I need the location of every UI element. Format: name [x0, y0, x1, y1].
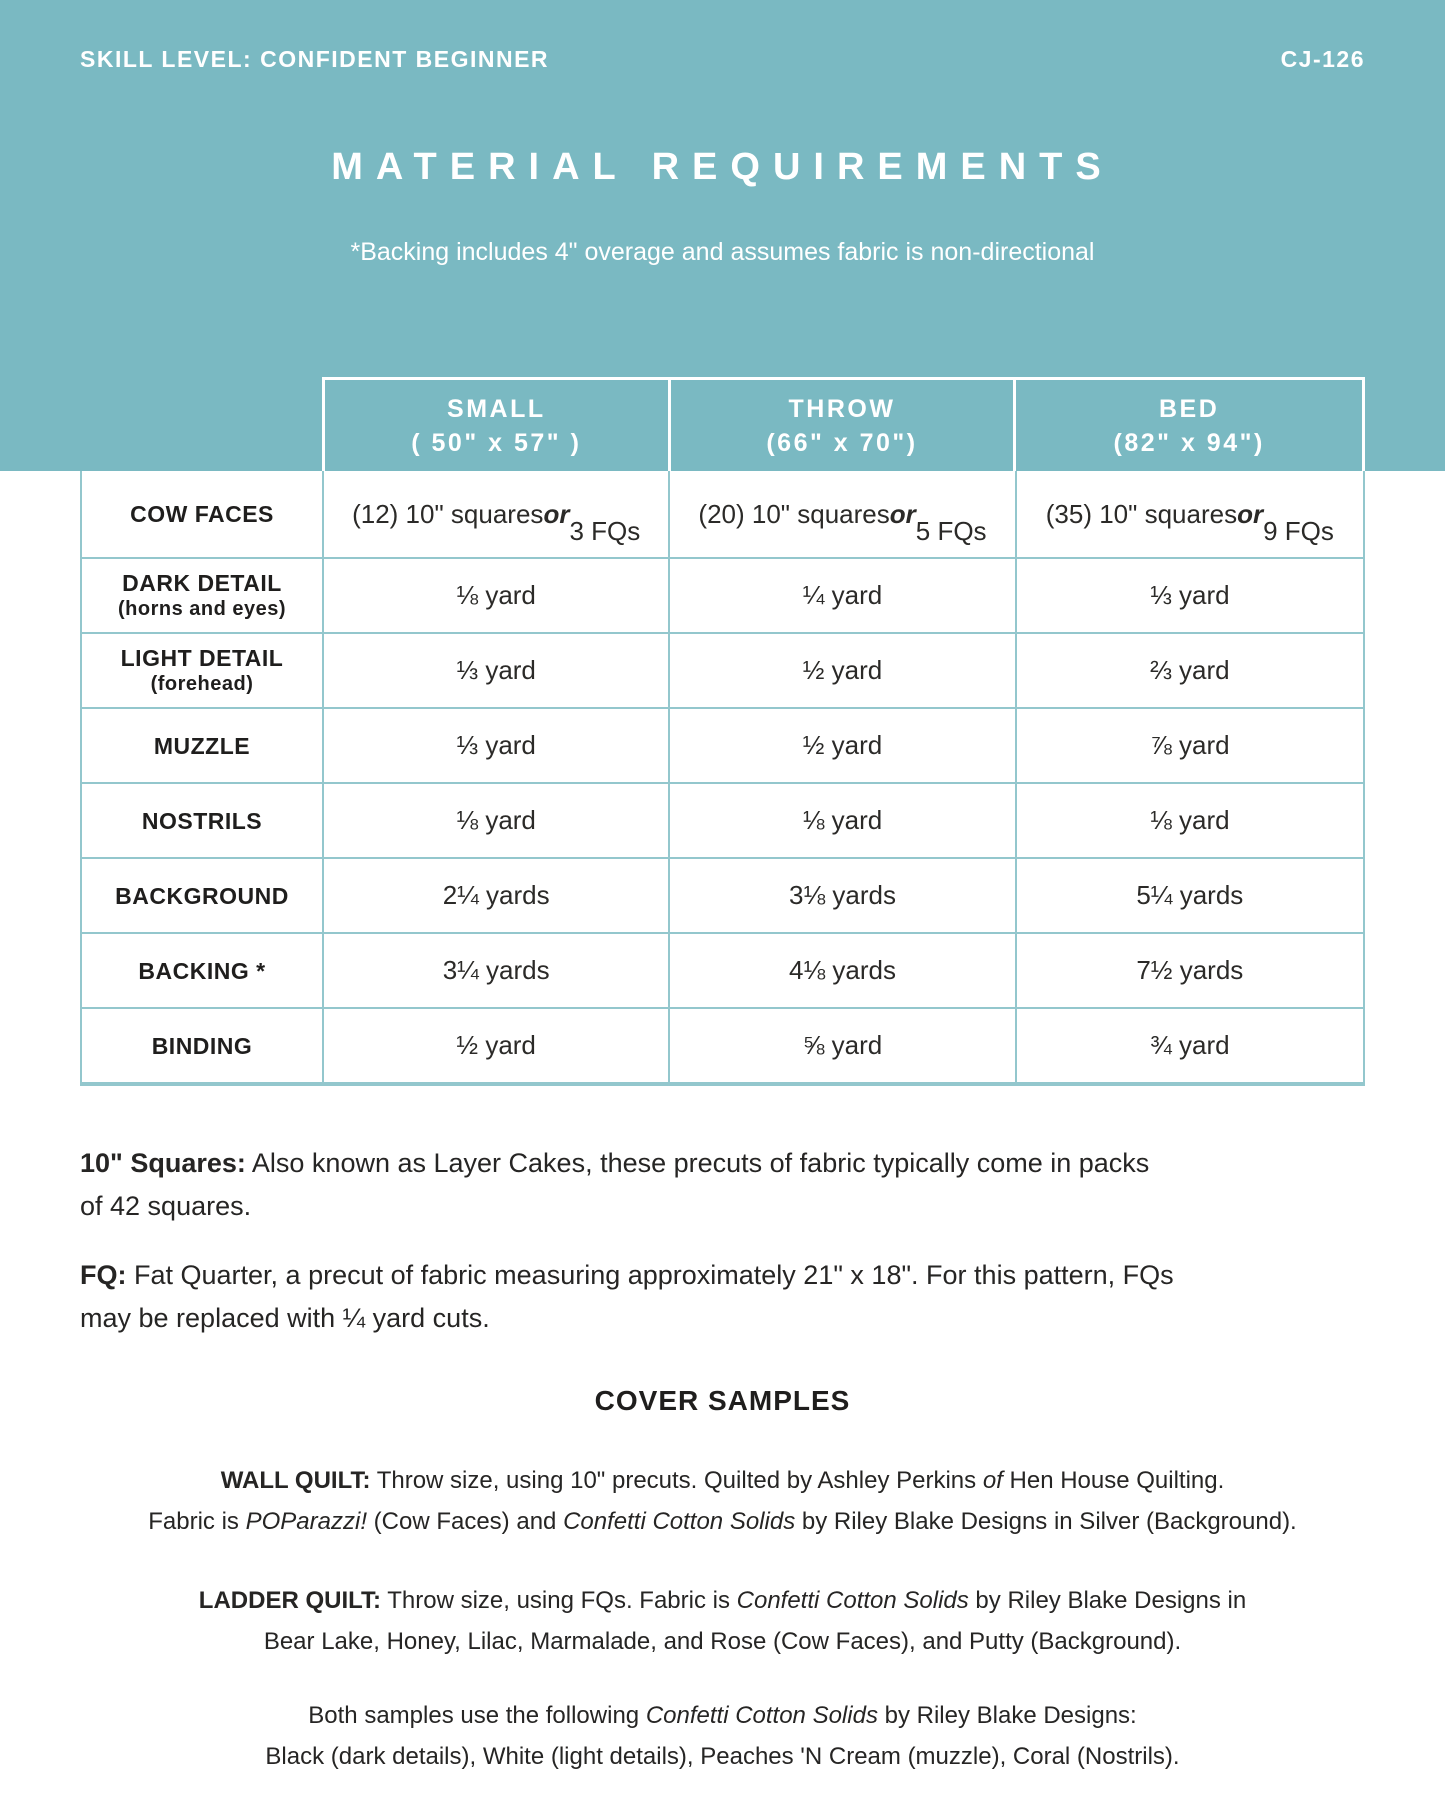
cell-bed: ⅔ yard — [1150, 655, 1230, 685]
row-label — [82, 934, 324, 1007]
notes-section — [80, 1097, 1365, 1340]
cell-bed: (35) 10" squares or 9 FQs — [1045, 498, 1334, 546]
backing-note: *Backing includes 4" overage and assumes fabric is non-directional — [350, 238, 1095, 266]
cell-bed: ⅞ yard — [1150, 730, 1230, 760]
cell-bed: ⅓ yard — [1150, 580, 1230, 610]
cell-throw: (20) 10" squares or 5 FQs — [670, 471, 1016, 557]
cell-small: (12) 10" squares or 3 FQs — [324, 471, 670, 557]
table-row-backing — [82, 934, 1363, 1009]
pattern-code: CJ-126 — [1280, 46, 1365, 72]
row-sublabel: (horns and eyes) — [117, 598, 287, 620]
row-label-text: DARK DETAIL — [122, 570, 282, 596]
row-label-text: COW FACES — [130, 501, 274, 527]
cell-small: ½ yard — [324, 1009, 670, 1082]
both-samples-note: Both samples use the following Confetti Cotton Solids by Riley Blake Designs: Black (dark details), White (light details), Peaches 'N Cream (muzzle), Coral (Nostrils). — [265, 1702, 1180, 1770]
cell-small: ⅛ yard — [324, 559, 670, 632]
size-header-row — [322, 377, 1365, 471]
row-label — [82, 1009, 324, 1082]
note-ten-inch-squares: 10" Squares: Also known as Layer Cakes, these precuts of fabric typically come in packs of 42 squares. — [80, 1148, 1150, 1221]
header-cell-throw — [671, 380, 1017, 471]
row-label — [82, 859, 324, 932]
cell-throw: ¼ yard — [670, 559, 1016, 632]
skill-level-label: SKILL LEVEL: CONFIDENT BEGINNER — [80, 46, 550, 72]
row-label-text: NOSTRILS — [141, 807, 263, 834]
cell-small: ⅓ yard — [324, 709, 670, 782]
row-label — [82, 634, 324, 707]
table-row-nostrils — [82, 784, 1363, 859]
cell-small: 3¼ yards — [324, 934, 670, 1007]
ladder-quilt-note: LADDER QUILT: Throw size, using FQs. Fabric is Confetti Cotton Solids by Riley Blake Designs in Bear Lake, Honey, Lilac, Marmalade, and Rose (Cow Faces), and Putty (Background). — [198, 1587, 1247, 1655]
size-dimensions: (82" x 94") — [1113, 428, 1265, 457]
cell-small: ⅓ yard — [324, 634, 670, 707]
page-title: MATERIAL REQUIREMENTS — [331, 146, 1114, 188]
size-name: THROW — [788, 394, 896, 423]
hero-banner — [0, 0, 1445, 471]
materials-table — [80, 471, 1365, 1086]
table-row-dark-detail — [82, 559, 1363, 634]
table-row-cow-faces — [82, 471, 1363, 559]
row-label-text: LIGHT DETAIL — [120, 645, 284, 671]
row-label-text: BACKING * — [138, 957, 266, 984]
row-sublabel: (forehead) — [150, 673, 254, 695]
cell-throw: ½ yard — [670, 709, 1016, 782]
header-cell-small — [325, 380, 671, 471]
cell-throw: 4⅛ yards — [670, 934, 1016, 1007]
row-label-text: BINDING — [151, 1032, 253, 1059]
row-label — [82, 471, 324, 557]
cell-throw: ⅛ yard — [670, 784, 1016, 857]
table-row-binding — [82, 1009, 1363, 1082]
size-dimensions: (66" x 70") — [766, 428, 918, 457]
cover-samples-heading: COVER SAMPLES — [594, 1385, 851, 1416]
size-name: BED — [1159, 394, 1220, 423]
table-row-muzzle — [82, 709, 1363, 784]
cell-bed: ¾ yard — [1150, 1030, 1230, 1060]
cell-bed: ⅛ yard — [1150, 805, 1230, 835]
note-fat-quarter: FQ: Fat Quarter, a precut of fabric measuring approximately 21" x 18". For this pattern, FQs may be replaced with ¼ yard cuts. — [80, 1260, 1174, 1333]
cell-small: 2¼ yards — [324, 859, 670, 932]
cell-throw: ⅝ yard — [670, 1009, 1016, 1082]
table-row-background — [82, 859, 1363, 934]
row-label-text: MUZZLE — [153, 732, 251, 759]
cell-throw: ½ yard — [670, 634, 1016, 707]
row-label — [82, 559, 324, 632]
row-label — [82, 784, 324, 857]
table-row-light-detail — [82, 634, 1363, 709]
wall-quilt-note: WALL QUILT: Throw size, using 10" precuts. Quilted by Ashley Perkins of Hen House Quilting. Fabric is POParazzi! (Cow Faces) and Confetti Cotton Solids by Riley Blake Designs in Silver (Background). — [148, 1467, 1297, 1535]
cell-small: ⅛ yard — [324, 784, 670, 857]
cell-bed: 5¼ yards — [1136, 880, 1244, 910]
cell-bed: 7½ yards — [1136, 955, 1244, 985]
row-label-text: BACKGROUND — [115, 882, 289, 909]
header-cell-bed — [1016, 380, 1362, 471]
cell-throw: 3⅛ yards — [670, 859, 1016, 932]
row-label — [82, 709, 324, 782]
size-dimensions: ( 50" x 57" ) — [411, 428, 582, 457]
size-name: SMALL — [447, 394, 546, 423]
